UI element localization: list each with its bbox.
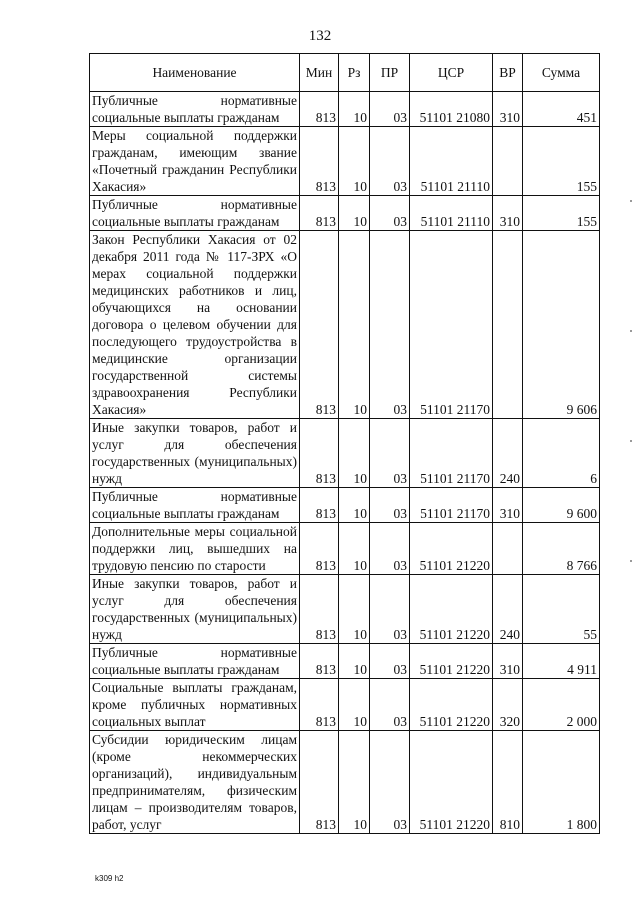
row-vr: [493, 523, 523, 575]
row-csr: 51101 21080: [410, 92, 493, 127]
header-csr: ЦСР: [410, 54, 493, 92]
row-rz: 10: [339, 575, 370, 644]
scan-mark: [630, 440, 632, 442]
row-name: Иные закупки товаров, работ и услуг для обеспечения государственных (муниципальных) нужд: [90, 575, 300, 644]
scan-mark: [630, 200, 632, 202]
row-rz: 10: [339, 523, 370, 575]
row-name: Закон Республики Хакасия от 02 декабря 2011 года № 117-ЗРХ «О мерах социальной поддержки медицинских работников и лиц, обучающихся на основании договора о целевом обучении для последующего трудоустройства в медицинские организации государственной системы здравоохранения Республики Хакасия»: [90, 231, 300, 419]
row-min: 813: [300, 231, 339, 419]
row-pr: 03: [370, 127, 410, 196]
row-name: Меры социальной поддержки гражданам, имеющим звание «Почетный гражданин Республики Хакасия»: [90, 127, 300, 196]
row-vr: 320: [493, 679, 523, 731]
row-pr: 03: [370, 419, 410, 488]
table-row: [90, 231, 600, 419]
row-pr: 03: [370, 644, 410, 679]
row-csr: 51101 21110: [410, 127, 493, 196]
row-pr: 03: [370, 679, 410, 731]
page-number: 132: [308, 28, 332, 44]
row-sum: 155: [523, 127, 600, 196]
table-row: [90, 575, 600, 644]
row-name: Публичные нормативные социальные выплаты гражданам: [90, 488, 300, 523]
row-min: 813: [300, 488, 339, 523]
row-vr: [493, 231, 523, 419]
header-pr: ПР: [370, 54, 410, 92]
row-pr: 03: [370, 196, 410, 231]
row-name: Публичные нормативные социальные выплаты гражданам: [90, 644, 300, 679]
table-row: [90, 644, 600, 679]
row-name: Публичные нормативные социальные выплаты гражданам: [90, 92, 300, 127]
row-csr: 51101 21110: [410, 196, 493, 231]
row-min: 813: [300, 679, 339, 731]
row-min: 813: [300, 523, 339, 575]
table-header-row: [90, 54, 600, 92]
row-sum: 155: [523, 196, 600, 231]
row-pr: 03: [370, 488, 410, 523]
row-vr: 810: [493, 731, 523, 834]
row-rz: 10: [339, 127, 370, 196]
row-csr: 51101 21220: [410, 575, 493, 644]
row-vr: 240: [493, 575, 523, 644]
row-min: 813: [300, 731, 339, 834]
table-row: [90, 679, 600, 731]
row-csr: 51101 21220: [410, 644, 493, 679]
row-rz: 10: [339, 92, 370, 127]
row-sum: 8 766: [523, 523, 600, 575]
row-rz: 10: [339, 679, 370, 731]
table-row: [90, 419, 600, 488]
row-csr: 51101 21220: [410, 731, 493, 834]
row-min: 813: [300, 92, 339, 127]
row-name: Субсидии юридическим лицам (кроме некоммерческих организаций), индивидуальным предпринимателям, физическим лицам – производителям товаров, работ, услуг: [90, 731, 300, 834]
row-csr: 51101 21170: [410, 419, 493, 488]
row-rz: 10: [339, 419, 370, 488]
row-pr: 03: [370, 231, 410, 419]
row-rz: 10: [339, 231, 370, 419]
row-csr: 51101 21220: [410, 679, 493, 731]
row-csr: 51101 21170: [410, 488, 493, 523]
row-vr: 240: [493, 419, 523, 488]
row-sum: 451: [523, 92, 600, 127]
row-rz: 10: [339, 731, 370, 834]
row-name: Социальные выплаты гражданам, кроме публичных нормативных социальных выплат: [90, 679, 300, 731]
row-csr: 51101 21170: [410, 231, 493, 419]
scan-mark: [630, 560, 632, 562]
row-min: 813: [300, 419, 339, 488]
row-sum: 9 606: [523, 231, 600, 419]
row-name: Дополнительные меры социальной поддержки лиц, вышедших на трудовую пенсию по старости: [90, 523, 300, 575]
row-sum: 6: [523, 419, 600, 488]
scan-mark: [630, 330, 632, 332]
row-sum: 55: [523, 575, 600, 644]
row-rz: 10: [339, 644, 370, 679]
row-pr: 03: [370, 575, 410, 644]
row-rz: 10: [339, 488, 370, 523]
row-sum: 1 800: [523, 731, 600, 834]
row-vr: 310: [493, 644, 523, 679]
table-row: [90, 488, 600, 523]
row-pr: 03: [370, 523, 410, 575]
row-sum: 9 600: [523, 488, 600, 523]
row-vr: 310: [493, 92, 523, 127]
row-pr: 03: [370, 731, 410, 834]
row-pr: 03: [370, 92, 410, 127]
table-row: [90, 523, 600, 575]
row-min: 813: [300, 644, 339, 679]
header-sum: Сумма: [523, 54, 600, 92]
row-csr: 51101 21220: [410, 523, 493, 575]
row-sum: 2 000: [523, 679, 600, 731]
row-min: 813: [300, 196, 339, 231]
table-row: [90, 196, 600, 231]
document-code: k309 h2: [95, 874, 124, 883]
header-rz: Рз: [339, 54, 370, 92]
table-row: [90, 127, 600, 196]
row-name: Иные закупки товаров, работ и услуг для обеспечения государственных (муниципальных) нужд: [90, 419, 300, 488]
row-sum: 4 911: [523, 644, 600, 679]
row-name: Публичные нормативные социальные выплаты гражданам: [90, 196, 300, 231]
row-min: 813: [300, 127, 339, 196]
header-vr: ВР: [493, 54, 523, 92]
row-min: 813: [300, 575, 339, 644]
row-vr: [493, 127, 523, 196]
header-min: Мин: [300, 54, 339, 92]
header-name: Наименование: [90, 54, 300, 92]
row-vr: 310: [493, 196, 523, 231]
row-vr: 310: [493, 488, 523, 523]
row-rz: 10: [339, 196, 370, 231]
table-row: [90, 92, 600, 127]
table-row: [90, 731, 600, 834]
budget-table: [89, 53, 600, 834]
